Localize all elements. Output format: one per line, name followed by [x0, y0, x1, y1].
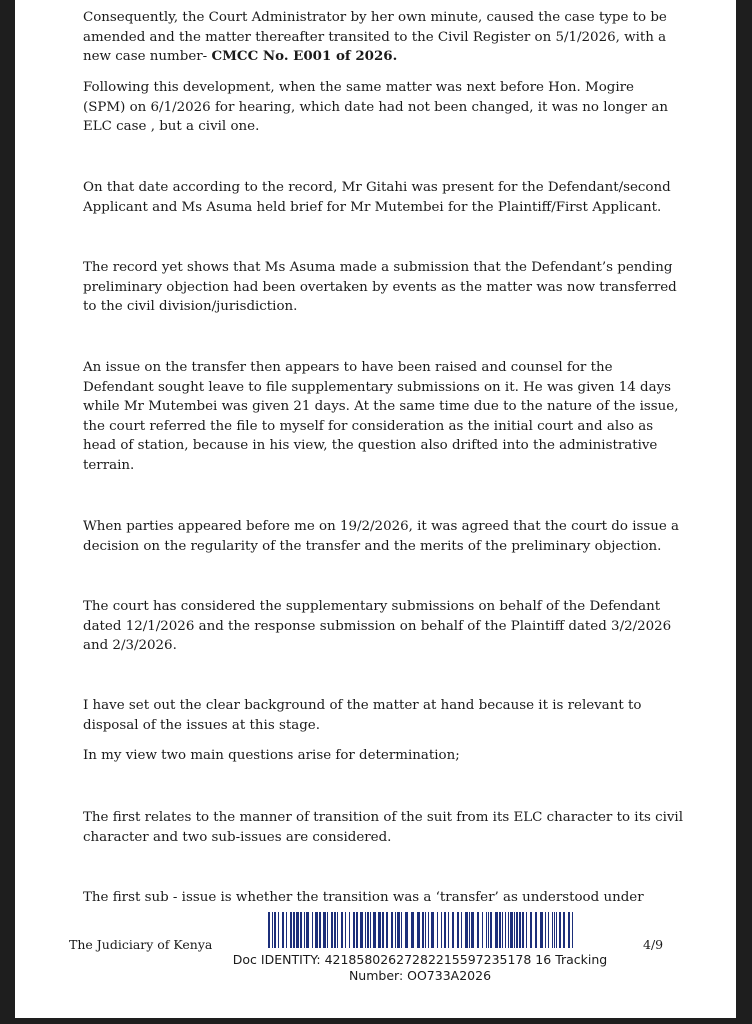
paragraph-4: The record yet shows that Ms Asuma made a submission that the Defendant’s pending preliminary objection had been overtaken by events as the matter was now transferred to the civil division/jurisdiction.: [83, 260, 677, 314]
barcode-bar: [349, 912, 350, 948]
barcode-bar: [356, 912, 358, 948]
barcode-bar: [448, 912, 449, 948]
doc-identity-line-1: Doc IDENTITY: 42185802627282215597235178 16 Tracking: [232, 952, 608, 967]
barcode-bar: [386, 912, 388, 948]
barcode-bar: [535, 912, 537, 948]
footer-judiciary: The Judiciary of Kenya: [69, 937, 213, 952]
barcode-bar: [540, 912, 543, 948]
doc-identity: [225, 952, 615, 984]
barcode-bar: [312, 912, 313, 948]
barcode-bar: [382, 912, 384, 948]
barcode-bar: [452, 912, 454, 948]
barcode-bar: [395, 912, 396, 948]
barcode-bar: [373, 912, 376, 948]
barcode-bar: [548, 912, 549, 948]
barcode-bar: [378, 912, 381, 948]
barcode-bar: [428, 912, 429, 948]
barcode-bar: [490, 912, 492, 948]
barcode-bar: [296, 912, 299, 948]
barcode-bar: [417, 912, 420, 948]
paragraph-1-text: Consequently, the Court Administrator by her own minute, caused the case type to be amended and the matter thereafter transited to the Civil Register on 5/1/2026, with a new case number-: [83, 10, 667, 64]
barcode-bar: [477, 912, 479, 948]
barcode-bar: [510, 912, 513, 948]
paragraph-1: [83, 8, 683, 67]
barcode-bar: [334, 912, 336, 948]
barcode-bar: [323, 912, 326, 948]
barcode-bar: [319, 912, 321, 948]
barcode-bar: [486, 912, 487, 948]
barcode-bar: [437, 912, 438, 948]
barcode-bar: [282, 912, 284, 948]
barcode-bar: [471, 912, 474, 948]
barcode-bar: [327, 912, 328, 948]
barcode-bar: [457, 912, 459, 948]
barcode-bar: [300, 912, 302, 948]
barcode-bar: [563, 912, 565, 948]
barcode-bar: [360, 912, 363, 948]
barcode-bar: [469, 912, 470, 948]
barcode-bar: [522, 912, 524, 948]
barcode-bar: [341, 912, 343, 948]
barcode-bar: [514, 912, 515, 948]
barcode-bar: [508, 912, 509, 948]
barcode-bar: [461, 912, 462, 948]
paragraph-3: On that date according to the record, Mr Gitahi was present for the Defendant/second Applicant and Ms Asuma held brief for Mr Mutembei for the Plaintiff/First Applicant.: [83, 180, 671, 215]
barcode-bar: [278, 912, 279, 948]
barcode-bar: [572, 912, 573, 948]
barcode-bar: [530, 912, 532, 948]
barcode-bar: [370, 912, 371, 948]
barcode-bar: [516, 912, 518, 948]
barcode-bar: [286, 912, 287, 948]
barcode-bar: [290, 912, 292, 948]
barcode-bar: [365, 912, 366, 948]
barcode-bar: [556, 912, 557, 948]
barcode-bar: [519, 912, 521, 948]
paragraph-11: The first sub - issue is whether the transition was a ‘transfer’ as understood under: [83, 890, 644, 905]
barcode-bar: [293, 912, 295, 948]
barcode: [268, 912, 576, 948]
barcode-bar: [422, 912, 424, 948]
barcode-bar: [431, 912, 434, 948]
barcode-bar: [337, 912, 338, 948]
barcode-bar: [391, 912, 393, 948]
barcode-bar: [482, 912, 483, 948]
document-page: [15, 0, 736, 1018]
barcode-bar: [315, 912, 318, 948]
barcode-bar: [495, 912, 498, 948]
barcode-bar: [268, 912, 270, 948]
barcode-bar: [441, 912, 442, 948]
paragraph-8: I have set out the clear background of the matter at hand because it is relevant to disposal of the issues at this stage.: [83, 698, 642, 733]
barcode-bar: [444, 912, 446, 948]
barcode-bar: [499, 912, 501, 948]
paragraph-6: When parties appeared before me on 19/2/2026, it was agreed that the court do issue a decision on the regularity of the transfer and the merits of the preliminary objection.: [83, 519, 680, 554]
case-number: CMCC No. E001 of 2026.: [211, 48, 398, 64]
barcode-bar: [306, 912, 309, 948]
barcode-bar: [401, 912, 402, 948]
barcode-bar: [559, 912, 561, 948]
barcode-bar: [554, 912, 555, 948]
barcode-bar: [274, 912, 276, 948]
barcode-bar: [488, 912, 489, 948]
barcode-bar: [367, 912, 369, 948]
barcode-bar: [526, 912, 527, 948]
paragraph-9: In my view two main questions arise for determination;: [83, 748, 460, 763]
barcode-bar: [411, 912, 414, 948]
barcode-bar: [397, 912, 400, 948]
barcode-bar: [304, 912, 305, 948]
barcode-bar: [272, 912, 273, 948]
barcode-bar: [405, 912, 408, 948]
paragraph-7: The court has considered the supplementary submissions on behalf of the Defendant dated 12/1/2026 and the response submission on behalf of the Plaintiff dated 3/2/2026 and 2/3/2026.: [83, 599, 672, 653]
paragraph-5: An issue on the transfer then appears to have been raised and counsel for the Defendant sought leave to file supplementary submissions on it. He was given 14 days while Mr Mutembei was given 21 days. At the same time due to the nature of the issue, the court referred the file to myself for consideration as the initial court and also as head of station, because in his view, the question also drifted into the administrative terrain.: [83, 360, 679, 473]
barcode-bar: [545, 912, 546, 948]
barcode-bar: [345, 912, 346, 948]
barcode-bar: [502, 912, 503, 948]
barcode-bar: [353, 912, 355, 948]
barcode-bar: [425, 912, 426, 948]
paragraph-2: Following this development, when the same matter was next before Hon. Mogire (SPM) on 6/1/2026 for hearing, which date had not been changed, it was no longer an ELC case , but a civil one.: [83, 80, 668, 134]
paragraph-10: The first relates to the manner of transition of the suit from its ELC character to its civil character and two sub-issues are considered.: [83, 810, 683, 845]
barcode-bar: [465, 912, 468, 948]
barcode-bar: [505, 912, 506, 948]
barcode-bar: [331, 912, 333, 948]
barcode-bar: [552, 912, 553, 948]
page-number: 4/9: [643, 937, 664, 952]
barcode-bar: [568, 912, 570, 948]
doc-identity-line-2: Number: OO733A2026: [348, 968, 492, 983]
